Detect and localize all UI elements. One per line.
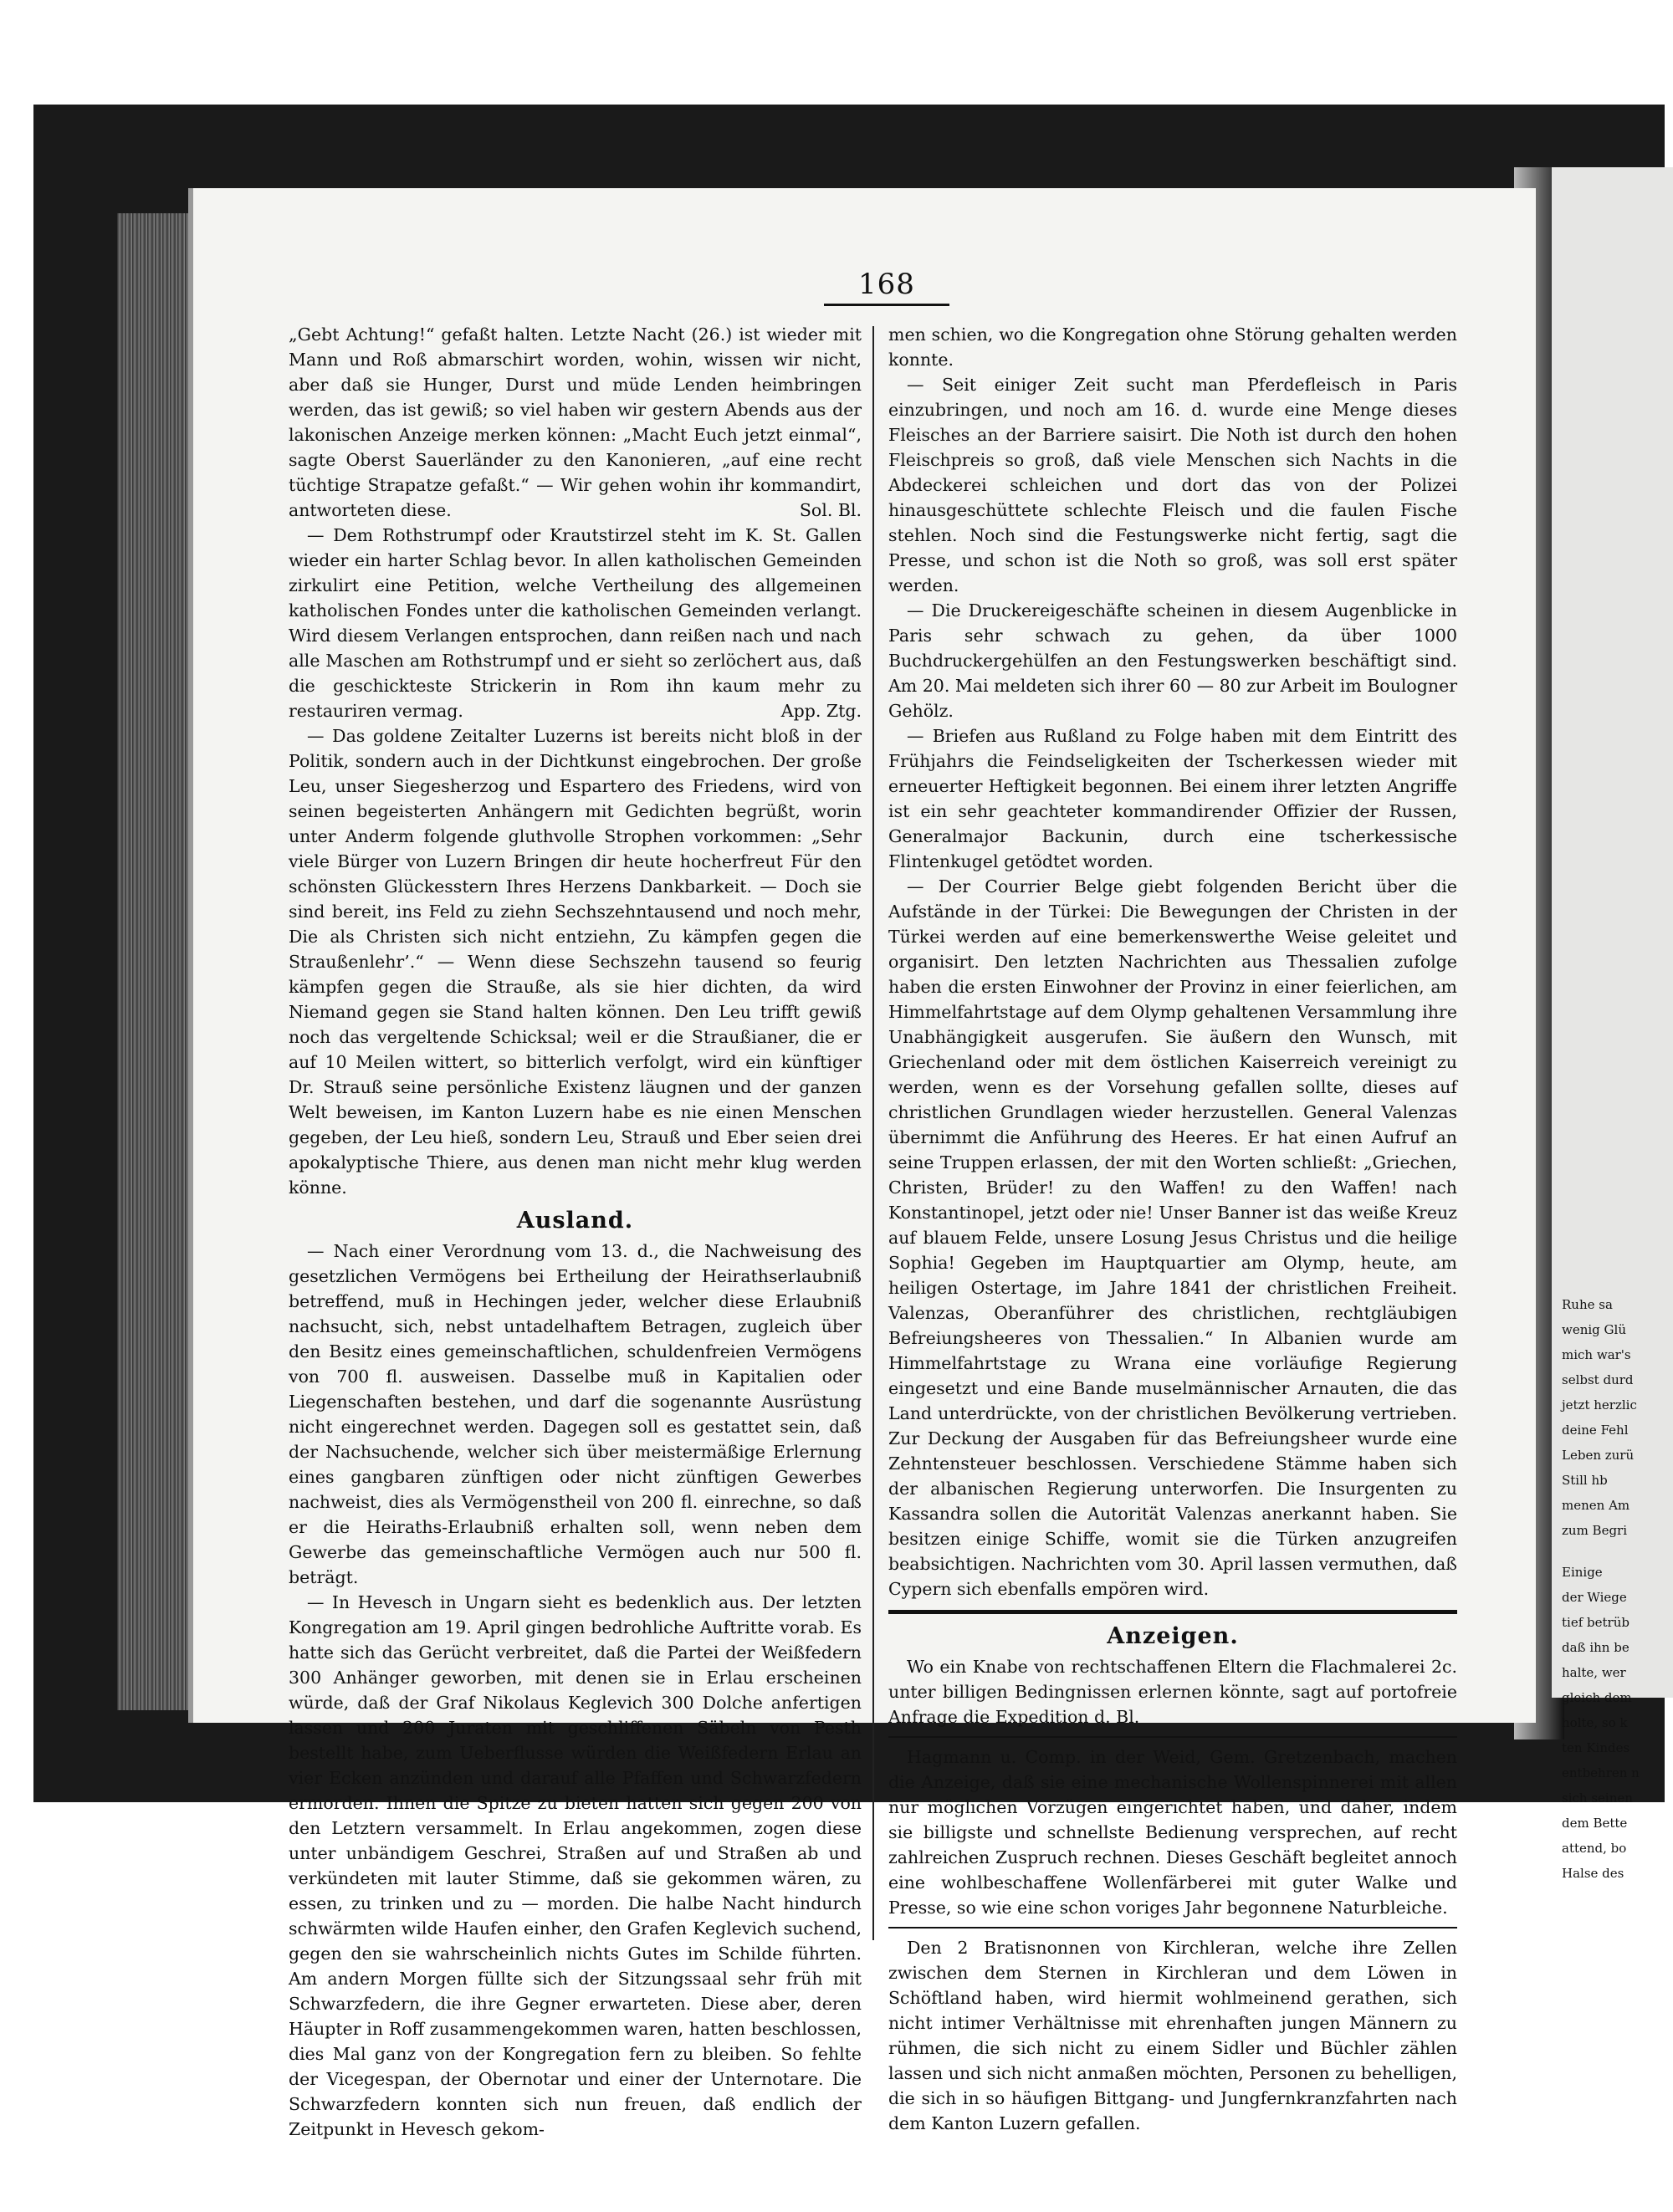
article-paragraph: — Dem Rothstrumpf oder Krautstirzel steht im K. St. Gallen wieder ein harter Schlag bevor. In allen katholischen Gemeinden zirkulirt eine Petition, welche Vertheilung des allgemeinen katholischen Fondes unter die katholischen Gemeinden verlangt. Wird diesem Verlangen entsprochen, dann reißen nach und nach alle Maschen am Rothstrumpf und er sieht so zerlöchert aus, daß die geschickteste Strickerin in Rom ihn kaum mehr zu restauriren vermag. App. Ztg. (289, 523, 862, 723)
next-page-line: sich seinen (1562, 1791, 1633, 1806)
next-page-line: ten Kindes (1562, 1740, 1630, 1755)
ad-rule (888, 1927, 1457, 1928)
next-page-line: jetzt herzlic (1562, 1397, 1637, 1413)
next-page-line: mich war's (1562, 1347, 1631, 1362)
page-number: 168 (858, 268, 915, 301)
next-page-line: daß ihn be (1562, 1640, 1630, 1655)
next-page-line: Halse des (1562, 1866, 1624, 1881)
advertisement: Hagmann u. Comp. in der Weid, Gem. Gretzenbach, machen die Anzeige, daß sie eine mechanische Wollenspinnerei mit allen nur möglichen Vorzügen eingerichtet haben, und daher, indem sie billigste und schnellste Bedienung versprechen, auf recht zahlreichen Zuspruch rechnen. Dieses Geschäft begleitet annoch eine wohlbeschaffene Wollenfärberei mit guter Walke und Presse, so wie eine schon voriges Jahr begonnene Naturbleiche. (888, 1747, 1457, 1918)
article-paragraph: men schien, wo die Kongregation ohne Störung gehalten werden konnte. (888, 324, 1457, 370)
page-number-rule (824, 304, 949, 306)
source-signature: App. Ztg. (780, 701, 862, 721)
next-page-line: holte, so k (1562, 1715, 1628, 1730)
book-page-edges (117, 213, 197, 1710)
next-page-line: entbehren n (1562, 1765, 1640, 1780)
next-page-line: menen Am (1562, 1498, 1630, 1513)
next-page-line: tief betrüb (1562, 1615, 1630, 1630)
section-title-ausland: Ausland. (516, 1208, 634, 1234)
next-page-line: halte, wer (1562, 1665, 1626, 1680)
next-page-line: attend, bo (1562, 1841, 1627, 1856)
ad-rule (888, 1736, 1457, 1738)
source-signature: Sol. Bl. (799, 500, 862, 520)
article-paragraph: — Die Druckereigeschäfte scheinen in diesem Augenblicke in Paris sehr schwach zu gehen, da über 1000 Buchdruckergehülfen an den Festungswerken beschäftigt sind. Am 20. Mai meldeten sich ihrer 60 — 80 zur Arbeit im Boulogner Gehölz. (888, 600, 1457, 721)
article-paragraph: — Briefen aus Rußland zu Folge haben mit dem Eintritt des Frühjahrs die Feindseligkeiten der Tscherkessen wieder mit erneuerter Heftigkeit begonnen. Bei einem ihrer letzten Angriffe ist ein sehr geachteter kommandirender Offizier der Russen, Generalmajor Backunin, durch eine tscherkessische Flintenkugel getödtet worden. (888, 726, 1457, 871)
next-page-line: Ruhe sa (1562, 1297, 1613, 1312)
next-page-line: gleich dem (1562, 1690, 1632, 1705)
article-paragraph: — Nach einer Verordnung vom 13. d., die Nachweisung des gesetzlichen Vermögens bei Ertheilung der Heirathserlaubniß betreffend, muß in Hechingen jeder, welcher diese Erlaubniß nachsucht, sich, nebst untadelhaftem Betragen, zugleich über den Besitz eines gemeinschaftlichen, schuldenfreien Vermögens von 700 fl. ausweisen. Dasselbe muß in Kapitalien oder Liegenschaften bestehen, und darf die sogenannte Ausrüstung nicht eingerechnet werden. Dagegen soll es gestattet sein, daß der Nachsuchende, welcher sich über meistermäßige Erlernung eines gangbaren zünftigen oder nicht zünftigen Gewerbes nachweist, dies als Vermögenstheil von 200 fl. einrechne, so daß er die Heiraths-Erlaubniß erhalten soll, wenn neben dem Gewerbe das gemeinschaftliche Vermögen auch nur 500 fl. beträgt. (289, 1241, 862, 1587)
article-paragraph: „Gebt Achtung!“ gefaßt halten. Letzte Nacht (26.) ist wieder mit Mann und Roß abmarschirt worden, wohin, wissen wir nicht, aber daß sie Hunger, Durst und müde Lenden heimbringen werden, das ist gewiß; so viel haben wir gestern Abends aus der lakonischen Anzeige merken können: „Macht Euch jetzt einmal“, sagte Oberst Sauerländer zu den Kanonieren, „auf eine recht tüchtige Strapatze gefaßt.“ — Wir gehen wohin ihr kommandirt, antworteten diese. Sol. Bl. (289, 322, 862, 523)
article-paragraph: — Das goldene Zeitalter Luzerns ist bereits nicht bloß in der Politik, sondern auch in der Dichtkunst eingebrochen. Der große Leu, unser Siegesherzog und Espartero des Friedens, wird von seinen begeisterten Anhängern mit Gedichten begrüßt, worin unter Anderm folgende gluthvolle Strophen vorkommen: „Sehr viele Bürger von Luzern Bringen dir heute hocherfreut Für den schönsten Glückesstern Ihres Herzens Dankbarkeit. — Doch sie sind bereit, ins Feld zu ziehn Sechszehntausend und noch mehr, Die als Christen sich nicht entziehn, Zu kämpfen gegen die Straußenlehr’.“ — Wenn diese Sechszehn tausend so feurig kämpfen gegen die Strauße, als sie hier dichten, da wird Niemand gegen sie Stand halten können. Den Leu trifft gewiß noch das vergeltende Schicksal; weil er die Straußianer, die er auf 10 Meilen wittert, so bitterlich verfolgt, wird ein künftiger Dr. Strauß seine persönliche Existenz läugnen und der ganzen Welt beweisen, im Kanton Luzern habe es nie einen Menschen gegeben, der Leu hieß, sondern Leu, Strauß und Eber seien drei apokalyptische Thiere, aus denen man nicht mehr klug werden könne. (289, 726, 862, 1198)
next-page-line: zum Begri (1562, 1523, 1628, 1538)
article-paragraph: — Der Courrier Belge giebt folgenden Bericht über die Aufstände in der Türkei: Die Bewegungen der Christen in der Türkei werden auf eine bemerkenswerthe Weise geleitet und organisirt. Den letzten Nachrichten aus Thessalien zufolge haben die ersten Einwohner der Provinz in einer feierlichen, am Himmelfahrtstage auf dem Olymp gehaltenen Versammlung ihre Unabhängigkeit ausgerufen. Sie äußern den Wunsch, mit Griechenland oder mit dem östlichen Kaiserreich vereinigt zu werden, wenn es der Vorsehung gefallen sollte, dieses auf christlichen Grundlagen wieder herzustellen. General Valenzas übernimmt die Anführung des Heeres. Er hat einen Aufruf an seine Truppen erlassen, der mit den Worten schließt: „Griechen, Christen, Brüder! zu den Waffen! zu den Waffen! nach Konstantinopel, jetzt oder nie! Unser Banner ist das weiße Kreuz auf blauem Felde, unsere Losung Jesus Christus und die heilige Sophia! Gegeben im Hauptquartier am Olymp, heute, am heiligen Ostertage, im Jahre 1841 der christlichen Freiheit. Valenzas, Oberanführer des christlichen, rechtgläubigen Befreiungsheeres von Thessalien.“ In Albanien wurde am Himmelfahrtstage zu Wrana eine vorläufige Regierung eingesetzt und eine Bande muselmännischer Arnauten, die das Land unterdrückte, von der christlichen Bevölkerung vertrieben. Zur Deckung der Ausgaben für das Befreiungsheer wurde eine Zehntensteuer beschlossen. Verschiedene Stämme haben sich der albanischen Regierung unterworfen. Die Insurgenten zu Kassandra sollen die Autorität Valenzas anerkannt haben. Sie besitzen einige Schiffe, womit sie die Türken anzugreifen beabsichtigen. Nachrichten vom 30. April lassen vermuthen, daß Cypern sich ebenfalls empören wird. (888, 876, 1457, 1599)
left-column (289, 322, 862, 2142)
next-page-line: dem Bette (1562, 1816, 1628, 1831)
advertisement: Wo ein Knabe von rechtschaffenen Eltern die Flachmalerei 2c. unter billigen Bedingnissen erlernen könnte, sagt auf portofreie Anfrage die Expedition d. Bl. (888, 1657, 1457, 1727)
next-page-line: der Wiege (1562, 1590, 1627, 1605)
section-rule (888, 1610, 1457, 1614)
article-paragraph: — Seit einiger Zeit sucht man Pferdefleisch in Paris einzubringen, und noch am 16. d. wurde eine Menge dieses Fleisches an der Barriere saisirt. Die Noth ist durch den hohen Fleischpreis so groß, daß viele Menschen sich Nachts in die Abdeckerei schleichen und dort das von der Polizei hinausgeschüttete schlechte Fleisch und die faulen Fische stehlen. Noch sind die Festungswerke nicht fertig, sagt die Presse, und schon ist die Noth so groß, was soll erst später werden. (888, 375, 1457, 595)
next-page-fragment (1552, 167, 1673, 1881)
next-page-line: Leben zurü (1562, 1448, 1635, 1463)
next-page-line: Still hb (1562, 1473, 1608, 1488)
section-title-anzeigen: Anzeigen. (1107, 1623, 1239, 1649)
article-paragraph: — In Hevesch in Ungarn sieht es bedenklich aus. Der letzten Kongregation am 19. April gingen bedrohliche Auftritte vorab. Es hatte sich das Gerücht verbreitet, daß die Partei der Weißfedern 300 Anhänger geworben, mit denen sie in Erlau erscheinen würde, daß der Graf Nikolaus Keglevich 300 Dolche anfertigen lassen und 200 Juraten mit geschliffenen Säbeln von Pesth bestellt habe, zum Ueberflusse würden die Weißfedern Erlau an vier Ecken anzünden und darauf alle Pfaffen und Schwarzfedern ermorden. Ihnen die Spitze zu bieten hatten sich gegen 200 von den Letztern versammelt. In Erlau angekommen, zogen diese unter unbändigem Geschrei, Straßen auf und Straßen ab und verkündeten mit lauter Stimme, daß sie gekommen wären, zu essen, zu trinken und zu — morden. Die halbe Nacht hindurch schwärmten wilde Haufen einher, den Grafen Keglevich suchend, gegen den sie wahrscheinlich nichts Gutes im Schilde führten. Am andern Morgen füllte sich der Sitzungssaal sehr früh mit Schwarzfedern, die ihre Gegner erwarteten. Diese aber, deren Häupter in Roff zusammengekommen waren, hatten beschlossen, dies Mal ganz von der Kongregation fern zu bleiben. So fehlte der Vicegespan, der Obernotar und einer der Unternotare. Die Schwarzfedern konnten sich nun freuen, daß endlich der Zeitpunkt in Hevesch gekom- (289, 1592, 862, 2139)
right-column (888, 322, 1457, 2136)
next-page-line: deine Fehl (1562, 1423, 1629, 1438)
next-page-line: selbst durd (1562, 1372, 1634, 1387)
advertisement: Den 2 Bratisnonnen von Kirchleran, welche ihre Zellen zwischen dem Sternen in Kirchleran und dem Löwen in Schöftland haben, wird hiermit wohlmeinend gerathen, sich nicht intimer Verhältnisse mit ehrenhaften jungen Männern zu rühmen, die sich nicht zu einem Sidler und Büchler zählen lassen und sich nicht anmaßen möchten, Personen zu behelligen, die sich in so häufigen Bittgang- und Jungfernkranzfahrten nach dem Kanton Luzern gefallen. (888, 1938, 1457, 2133)
column-divider (872, 326, 874, 1940)
next-page-line: Einige (1562, 1565, 1603, 1580)
next-page-line: wenig Glü (1562, 1322, 1626, 1337)
